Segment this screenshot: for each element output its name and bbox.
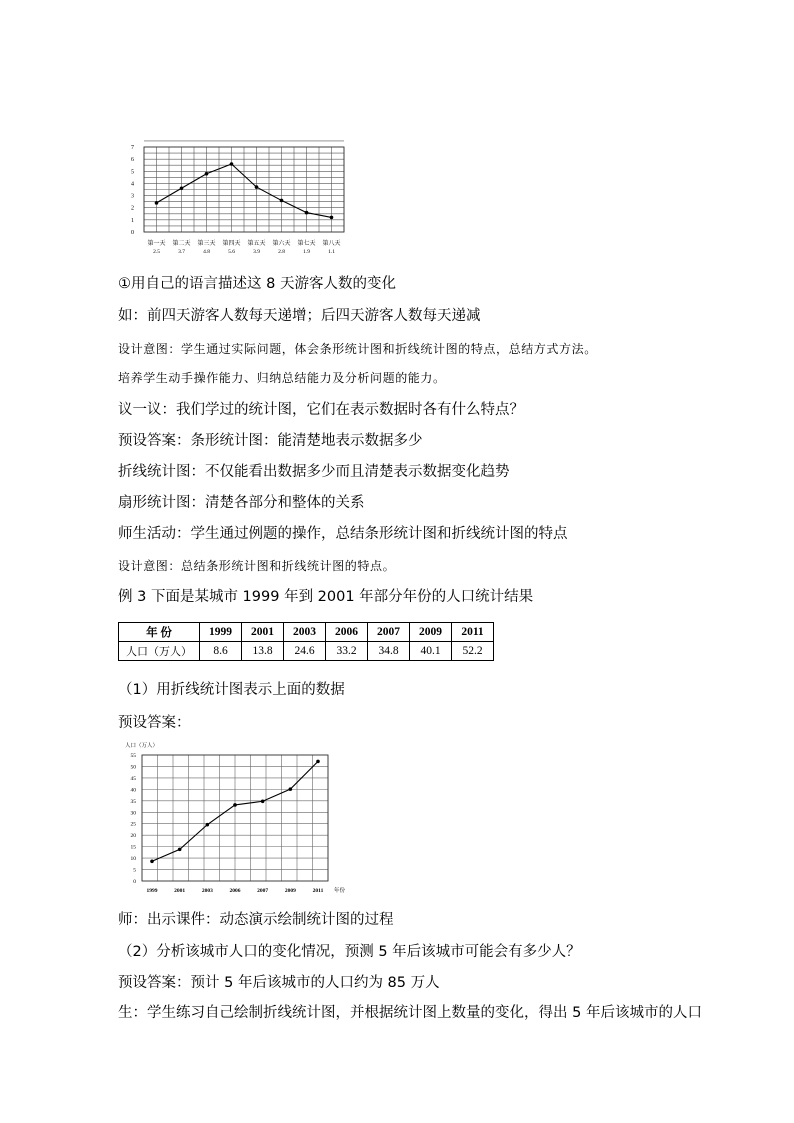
table-cell: 34.8: [368, 642, 410, 661]
data-point: [230, 162, 234, 166]
data-label: 4.8: [203, 249, 210, 255]
y-tick-label: 5: [133, 867, 136, 874]
data-point: [289, 787, 293, 791]
table-cell: 40.1: [410, 642, 452, 661]
x-tick-label: 第四天: [222, 241, 241, 247]
y-tick-label: 6: [131, 157, 134, 164]
y-tick-label: 4: [131, 181, 134, 188]
data-label: 5.6: [228, 249, 235, 255]
x-tick-label: 第八天: [322, 241, 341, 247]
x-tick-label: 2007: [257, 888, 269, 894]
table-cell: 2001: [242, 623, 284, 642]
preset-answer-line: 折线统计图：不仅能看出数据多少而且清楚表示数据变化趋势: [118, 464, 510, 480]
design-intent-1: 设计意图：学生通过实际问题，体会条形统计图和折线统计图的特点，总结方式方法。: [118, 342, 597, 356]
year-header: 年 份: [119, 623, 200, 642]
y-tick-label: 1: [131, 217, 134, 224]
x-tick-label: 第五天: [247, 241, 266, 247]
data-point: [316, 760, 320, 764]
table-cell: 8.6: [200, 642, 242, 661]
y-tick-label: 25: [130, 821, 136, 828]
table-cell: 2011: [452, 623, 494, 642]
y-tick-label: 5: [131, 169, 134, 176]
data-label: 3.7: [178, 249, 185, 255]
x-tick-label: 第一天: [147, 241, 166, 247]
x-tick-label: 2011: [312, 888, 324, 894]
question-1: ①用自己的语言描述这 8 天游客人数的变化: [118, 276, 396, 292]
y-tick-label: 15: [130, 844, 136, 851]
data-point: [205, 172, 209, 176]
x-tick-label: 第七天: [297, 241, 316, 247]
x-tick-label: 第三天: [197, 241, 216, 247]
y-tick-label: 3: [131, 193, 134, 200]
y-tick-label: 35: [130, 798, 136, 805]
x-tick-label: 2009: [284, 888, 296, 894]
x-axis-label: 年份: [334, 888, 346, 894]
x-tick-label: 1999: [146, 888, 158, 894]
data-point: [330, 216, 334, 220]
data-point: [150, 859, 154, 863]
y-tick-label: 55: [130, 753, 136, 759]
y-tick-label: 50: [130, 764, 136, 771]
data-point: [155, 201, 159, 205]
x-tick-label: 2006: [229, 888, 241, 894]
data-point: [206, 823, 210, 827]
data-label: 3.9: [253, 249, 260, 255]
y-tick-label: 30: [130, 810, 136, 817]
data-point: [305, 211, 309, 215]
preset-answer-label: 预设答案：: [118, 715, 191, 731]
table-cell: 52.2: [452, 642, 494, 661]
table-cell: 2006: [326, 623, 368, 642]
x-tick-label: 第六天: [272, 241, 291, 247]
design-intent-2: 设计意图：总结条形统计图和折线统计图的特点。: [118, 559, 396, 573]
teacher-note: 师：出示课件：动态演示绘制统计图的过程: [118, 912, 394, 928]
y-tick-label: 45: [130, 775, 136, 782]
data-point: [178, 848, 182, 852]
task-2: （2）分析该城市人口的变化情况，预测 5 年后该城市可能会有多少人？: [118, 944, 581, 960]
data-point: [280, 199, 284, 203]
preset-answer-bar: 预设答案：条形统计图：能清楚地表示数据多少: [118, 433, 423, 449]
y-axis-label: 人口（万人）: [125, 743, 159, 749]
data-point: [180, 186, 184, 190]
example-3: 例 3 下面是某城市 1999 年到 2001 年部分年份的人口统计结果: [118, 589, 534, 605]
y-tick-label: 10: [130, 856, 136, 863]
y-tick-label: 0: [131, 230, 134, 236]
tourist-line-chart: [125, 140, 355, 265]
table-row: [119, 642, 494, 661]
population-line-chart: [120, 738, 360, 898]
table-cell: 33.2: [326, 642, 368, 661]
teacher-student-activity: 师生活动：学生通过例题的操作，总结条形统计图和折线统计图的特点: [118, 526, 568, 542]
data-point: [255, 185, 259, 189]
table-cell: 24.6: [284, 642, 326, 661]
population-table: [118, 622, 494, 661]
data-point: [261, 799, 265, 803]
data-label: 2.8: [278, 249, 285, 255]
table-header-row: [119, 623, 494, 642]
y-tick-label: 40: [130, 787, 136, 794]
preset-answer-pie: 扇形统计图：清楚各部分和整体的关系: [118, 495, 365, 511]
y-tick-label: 20: [130, 833, 136, 840]
table-cell: 2009: [410, 623, 452, 642]
task-1: （1）用折线统计图表示上面的数据: [118, 682, 345, 698]
preset-answer-85: 预设答案：预计 5 年后该城市的人口约为 85 万人: [118, 975, 440, 991]
data-label: 1.1: [328, 249, 335, 255]
x-tick-label: 第二天: [172, 241, 191, 247]
data-point: [233, 803, 237, 807]
table-cell: 13.8: [242, 642, 284, 661]
design-intent-1b: 培养学生动手操作能力、归纳总结能力及分析问题的能力。: [118, 371, 446, 385]
table-cell: 2003: [284, 623, 326, 642]
data-label: 1.9: [303, 249, 310, 255]
table-cell: 2007: [368, 623, 410, 642]
data-label: 2.5: [153, 249, 160, 255]
table-cell: 1999: [200, 623, 242, 642]
y-tick-label: 0: [133, 879, 136, 885]
example-answer: 如：前四天游客人数每天递增；后四天游客人数每天递减: [118, 308, 481, 324]
student-note: 生：学生练习自己绘制折线统计图，并根据统计图上数量的变化，得出 5 年后该城市的人口: [118, 1005, 702, 1021]
y-tick-label: 7: [131, 145, 134, 151]
population-label: 人口（万人）: [119, 642, 200, 661]
x-tick-label: 2001: [174, 888, 186, 894]
discussion-question: 议一议：我们学过的统计图，它们在表示数据时各有什么特点？: [118, 402, 524, 418]
x-tick-label: 2003: [201, 888, 213, 894]
y-tick-label: 2: [131, 205, 134, 212]
